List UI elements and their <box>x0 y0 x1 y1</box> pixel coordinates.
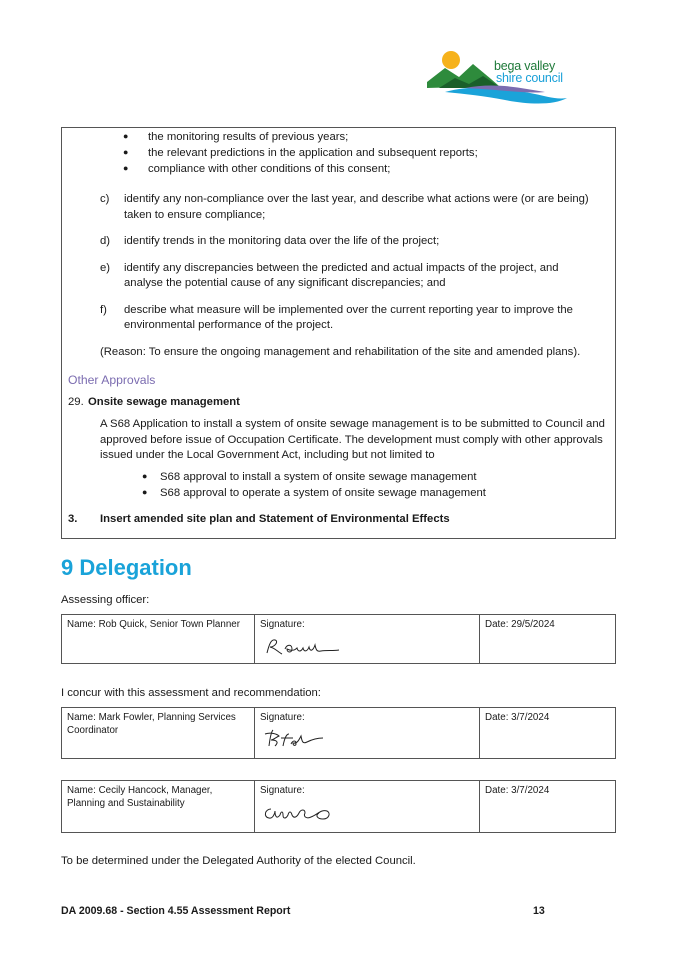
handwritten-signature-3 <box>261 801 341 825</box>
footer-page-number: 13 <box>533 905 545 917</box>
signature-table-coordinator <box>61 707 616 759</box>
footer-report-title: DA 2009.68 - Section 4.55 Assessment Report <box>61 905 291 917</box>
conditions-box <box>61 127 616 539</box>
condition-29-line-3: issued under the Local Government Act, including but not limited to <box>100 449 435 461</box>
condition-29-title: Onsite sewage management <box>88 396 240 408</box>
logo-text-line2: shire council <box>496 71 563 85</box>
item-3-number: 3. <box>68 513 78 525</box>
monitoring-bullet-3: compliance with other conditions of this consent; <box>148 163 391 175</box>
signature-table-manager <box>61 780 616 833</box>
item-label-e: e) <box>100 262 111 274</box>
monitoring-bullet-2: the relevant predictions in the application and subsequent reports; <box>148 147 478 159</box>
item-3-text: Insert amended site plan and Statement of Environmental Effects <box>100 513 450 525</box>
condition-29-number: 29. <box>68 396 84 408</box>
handwritten-signature-1 <box>261 635 351 659</box>
condition-29-line-2: approved before issue of Occupation Certificate. The development must comply with other approvals <box>100 434 603 446</box>
item-label-d: d) <box>100 235 111 247</box>
bullet-icon: ● <box>123 147 129 157</box>
signature-label: Signature: <box>260 785 305 796</box>
condition-29-line-1: A S68 Application to install a system of onsite sewage management is to be submitted to Council and <box>100 418 605 430</box>
name-cell: Name: Mark Fowler, Planning Services Coordinator <box>62 708 255 758</box>
item-label-f: f) <box>100 304 107 316</box>
item-c-line-1: identify any non-compliance over the last year, and describe what actions were (or are being) <box>124 193 589 205</box>
signature-cell <box>255 708 480 758</box>
monitoring-bullet-1: the monitoring results of previous years; <box>148 131 349 143</box>
delegation-heading: 9 Delegation <box>61 555 192 580</box>
logo-text-line1: bega valley <box>494 59 556 73</box>
bullet-icon: ● <box>123 131 129 141</box>
signature-cell <box>255 615 480 663</box>
council-logo <box>425 48 595 106</box>
item-e-line-1: identify any discrepancies between the predicted and actual impacts of the project, and <box>124 262 559 274</box>
signature-label: Signature: <box>260 619 305 630</box>
name-cell: Name: Cecily Hancock, Manager, Planning and Sustainability <box>62 781 255 832</box>
date-cell: Date: 29/5/2024 <box>485 619 555 630</box>
concur-label: I concur with this assessment and recommendation: <box>61 687 321 699</box>
signature-table-assessing <box>61 614 616 664</box>
signature-cell <box>255 781 480 832</box>
item-f-line-1: describe what measure will be implemented over the current reporting year to improve the <box>124 304 573 316</box>
bullet-icon: ● <box>142 471 148 481</box>
assessing-officer-label: Assessing officer: <box>61 594 150 606</box>
s68-bullet-2: S68 approval to operate a system of onsite sewage management <box>160 487 486 499</box>
date-cell: Date: 3/7/2024 <box>485 785 550 796</box>
name-cell: Name: Rob Quick, Senior Town Planner <box>62 615 255 663</box>
date-cell: Date: 3/7/2024 <box>485 712 550 723</box>
item-label-c: c) <box>100 193 110 205</box>
item-d-line-1: identify trends in the monitoring data over the life of the project; <box>124 235 440 247</box>
signature-label: Signature: <box>260 712 305 723</box>
bullet-icon: ● <box>142 487 148 497</box>
item-e-line-2: analyse the potential cause of any significant discrepancies; and <box>124 277 446 289</box>
item-f-line-2: environmental performance of the project. <box>124 319 334 331</box>
delegated-authority-text: To be determined under the Delegated Authority of the elected Council. <box>61 855 416 867</box>
handwritten-signature-2 <box>261 726 351 752</box>
other-approvals-heading: Other Approvals <box>68 373 156 387</box>
reason-text: (Reason: To ensure the ongoing management and rehabilitation of the site and amended plans). <box>100 346 581 358</box>
s68-bullet-1: S68 approval to install a system of onsite sewage management <box>160 471 477 483</box>
item-c-line-2: taken to ensure compliance; <box>124 209 266 221</box>
bullet-icon: ● <box>123 163 129 173</box>
